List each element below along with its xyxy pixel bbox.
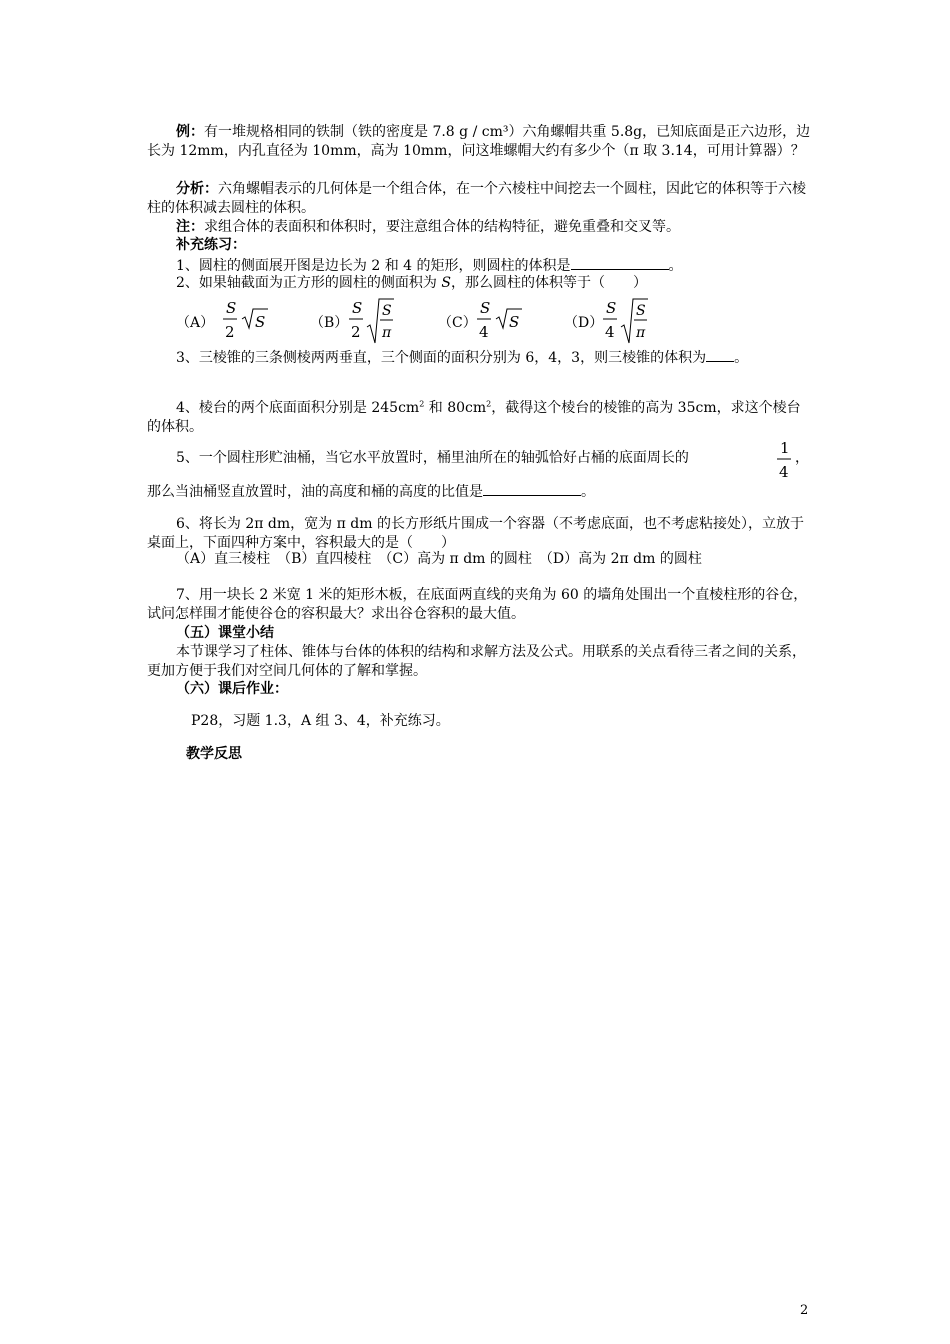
svg-text:S: S	[480, 299, 491, 317]
q2-option-c-formula	[474, 297, 524, 345]
example-paragraph	[147, 123, 811, 161]
q2-option-b-formula	[346, 297, 396, 347]
q5-fraction	[775, 436, 795, 484]
svg-text:4: 4	[479, 323, 489, 341]
analysis-paragraph	[147, 180, 811, 218]
q3-answer-blank	[706, 347, 734, 362]
question-7: 7、用一块长 2 米宽 1 米的矩形木板，在底面两直线的夹角为 60 的墙角处围出一个直棱柱形的谷仓，试问怎样围才能使谷仓的容积最大？求出谷仓容积的最大值。	[147, 587, 808, 622]
q2-option-a-formula	[220, 297, 270, 345]
svg-text:S: S	[255, 313, 266, 331]
svg-text:S: S	[509, 313, 520, 331]
svg-text:π: π	[382, 325, 392, 341]
svg-text:2: 2	[351, 323, 361, 341]
question-1: 1、圆柱的侧面展开图是边长为 2 和 4 的矩形，则圆柱的体积是 。	[147, 255, 811, 276]
svg-text:4: 4	[605, 323, 615, 341]
svg-text:S: S	[606, 299, 617, 317]
example-text: 有一堆规格相同的铁制（铁的密度是 7.8 g / cm³）六角螺帽共重 5.8g，已知底面是正六边形，边长为 12mm，内孔直径为 10mm，高为 10mm，问这堆螺帽大约有多少个（π 取 3.14，可用计算器）？	[147, 124, 811, 159]
question-4: 4、棱台的两个底面面积分别是 $245cm^2$ 和 $80cm^2$，截得这个棱台的棱锥的高为 35cm，求这个棱台的体积。	[147, 399, 801, 435]
q2-option-d-formula	[600, 297, 650, 347]
example-label: 例：	[176, 124, 204, 140]
svg-text:S: S	[226, 299, 237, 317]
reflection-title: 教学反思	[186, 746, 242, 762]
page-number: 2	[800, 1303, 809, 1318]
analysis-label: 分析：	[176, 181, 218, 197]
summary-text: 本节课学习了柱体、锥体与台体的体积的结构和求解方法及公式。用联系的关点看待三者之间的关系，更加方便于我们对空间几何体的了解和掌握。	[147, 644, 806, 679]
analysis-text: 六角螺帽表示的几何体是一个组合体，在一个六棱柱中间挖去一个圆柱，因此它的体积等于六棱柱的体积减去圆柱的体积。	[147, 181, 806, 216]
question-6-options: （A）直三棱柱 （B）直四棱柱 （C）高为 π dm 的圆柱 （D）高为 2π dm 的圆柱	[176, 551, 702, 567]
question-3: 3、三棱锥的三条侧棱两两垂直，三个侧面的面积分别为 6，4，3，则三棱锥的体积为 。	[147, 347, 811, 368]
q2-options: （A） S 2 S （B） S 2 S π （C） S 4 S （D） S 4 S π	[176, 297, 736, 347]
note-text: 求组合体的表面积和体积时，要注意组合体的结构特征，避免重叠和交叉等。	[204, 219, 680, 235]
q2-variable: S	[441, 275, 451, 291]
q1-answer-blank	[571, 255, 669, 270]
svg-text:S: S	[352, 299, 363, 317]
svg-text:1: 1	[780, 439, 790, 457]
question-6: 6、将长为 2π dm，宽为 π dm 的长方形纸片围成一个容器（不考虑底面，也不考虑粘接处），立放于桌面上，下面四种方案中，容积最大的是（ ）	[147, 516, 804, 551]
supplement-title: 补充练习：	[176, 237, 246, 253]
svg-text:S: S	[636, 303, 646, 319]
svg-text:2: 2	[225, 323, 235, 341]
svg-text:4: 4	[779, 463, 789, 481]
homework-text: P28，习题 1.3，A 组 3、4，补充练习。	[191, 713, 450, 729]
svg-text:S: S	[382, 303, 392, 319]
summary-title: （五）课堂小结	[176, 625, 274, 641]
q1-text: 1、圆柱的侧面展开图是边长为 2 和 4 的矩形，则圆柱的体积是	[176, 258, 571, 274]
homework-title: （六）课后作业：	[176, 681, 288, 697]
question-2: 2、如果轴截面为正方形的圆柱的侧面积为 S，那么圆柱的体积等于（ ）	[176, 275, 647, 291]
note-paragraph	[147, 218, 811, 237]
note-label: 注：	[176, 219, 204, 235]
svg-text:π: π	[636, 325, 646, 341]
question-5: 5、一个圆柱形贮油桶，当它水平放置时，桶里油所在的轴弧恰好占桶的底面周长的 1 4 ， 那么当油桶竖直放置时，油的高度和桶的高度的比值是 。	[147, 436, 811, 496]
q5-answer-blank	[483, 481, 581, 496]
